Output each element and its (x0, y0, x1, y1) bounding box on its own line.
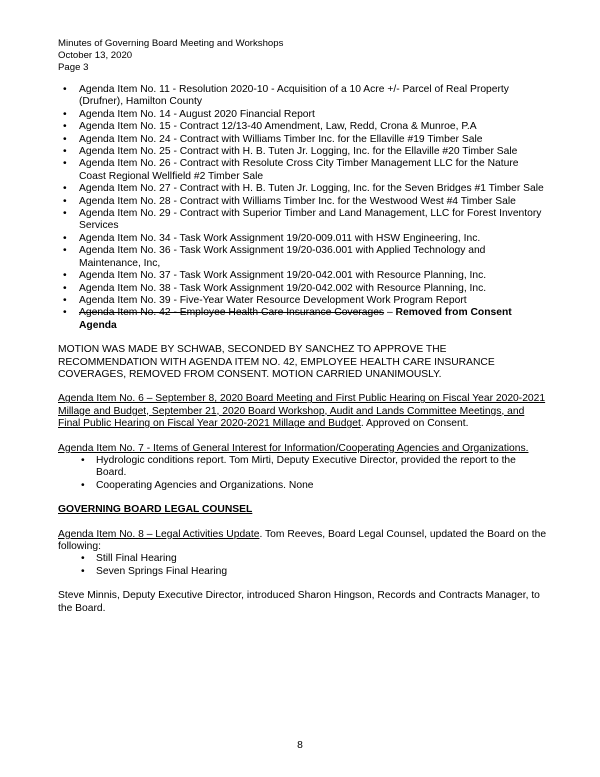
list-item: • Agenda Item No. 38 - Task Work Assignment 19/20-042.002 with Resource Planning, Inc. (58, 283, 548, 295)
consent-agenda-list (58, 84, 548, 332)
item8-title: Agenda Item No. 8 – Legal Activities Update (58, 528, 260, 540)
item6-rest: . Approved on Consent. (360, 418, 469, 430)
list-item: • Agenda Item No. 24 - Contract with Williams Timber Inc. for the Ellaville #19 Timber Sale (58, 134, 548, 146)
list-item: • Agenda Item No. 25 - Contract with H. B. Tuten Jr. Logging, Inc. for the Ellaville #20 Timber Sale (58, 146, 548, 158)
header-date: October 13, 2020 (58, 50, 133, 61)
list-item: • Agenda Item No. 11 - Resolution 2020-10 - Acquisition of a 10 Acre +/- Parcel of Real Property (Drufner), Hamilton County (58, 84, 548, 109)
list-item: • Cooperating Agencies and Organizations. None (58, 480, 548, 492)
struck-item-text: Agenda Item No. 42 - Employee Health Care Insurance Coverages (79, 307, 385, 319)
list-item: • Agenda Item No. 39 - Five-Year Water Resource Development Work Program Report (58, 295, 548, 307)
list-item: • Agenda Item No. 15 - Contract 12/13-40 Amendment, Law, Redd, Crona & Munroe, P.A (58, 121, 548, 133)
list-item: • Agenda Item No. 14 - August 2020 Financial Report (58, 109, 548, 121)
list-item: • Agenda Item No. 34 - Task Work Assignment 19/20-009.011 with HSW Engineering, Inc. (58, 233, 548, 245)
item8-list (58, 553, 548, 578)
list-item: • Agenda Item No. 29 - Contract with Superior Timber and Land Management, LLC for Forest Inventory Services (58, 208, 548, 233)
section-heading: GOVERNING BOARD LEGAL COUNSEL (58, 504, 253, 516)
header-title: Minutes of Governing Board Meeting and Workshops (58, 38, 284, 49)
page-content (58, 84, 548, 615)
page-header (58, 38, 283, 74)
header-page: Page 3 (58, 62, 89, 73)
list-item: • Hydrologic conditions report. Tom Mirti, Deputy Executive Director, provided the report to the Board. (58, 455, 548, 480)
item8-rest: . Tom Reeves, Board Legal Counsel, updated the Board on the following: (58, 528, 547, 552)
item8-paragraph (58, 529, 548, 554)
list-item: • Agenda Item No. 36 - Task Work Assignment 19/20-036.001 with Applied Technology and Maintenance, Inc, (58, 245, 548, 270)
list-item: • Agenda Item No. 37 - Task Work Assignment 19/20-042.001 with Resource Planning, Inc. (58, 270, 548, 282)
list-item-removed (58, 307, 548, 332)
list-item: • Agenda Item No. 26 - Contract with Resolute Cross City Timber Management LLC for the Nature Coast Regional Wellfield #2 Timber Sale (58, 158, 548, 183)
list-item: • Agenda Item No. 27 - Contract with H. B. Tuten Jr. Logging, Inc. for the Seven Bridges #1 Timber Sale (58, 183, 548, 195)
item6-title: Agenda Item No. 6 – September 8, 2020 Board Meeting and First Public Hearing on Fiscal Year 2020-2021 Millage and Budget, September 21, 2020 Board Workshop, Audit and Lands Committee Meetings, and Final Public Hearing on Fiscal Year 2020-2021 Millage and Budget (58, 393, 546, 430)
page-number: 8 (297, 740, 303, 751)
item7-title: Agenda Item No. 7 - Items of General Interest for Information/Cooperating Agencies and Organizations. (58, 442, 529, 454)
list-item: • Agenda Item No. 28 - Contract with Williams Timber Inc. for the Westwood West #4 Timber Sale (58, 196, 548, 208)
item6-paragraph (58, 393, 548, 430)
item7-list (58, 455, 548, 492)
closing-paragraph: Steve Minnis, Deputy Executive Director, introduced Sharon Hingson, Records and Contracts Manager, to the Board. (58, 590, 540, 614)
dash-separator: – (384, 307, 396, 319)
motion-text: MOTION WAS MADE BY SCHWAB, SECONDED BY SANCHEZ TO APPROVE THE RECOMMENDATION WITH AGENDA ITEM NO. 42, EMPLOYEE HEALTH CARE INSURANCE COVERAGES, REMOVED FROM CONSENT. MOTION CARRIED UNANIMOUSLY. (58, 344, 495, 380)
list-item: • Seven Springs Final Hearing (58, 566, 548, 578)
removed-note: Removed from Consent Agenda (79, 307, 512, 331)
list-item: • Still Final Hearing (58, 553, 548, 565)
